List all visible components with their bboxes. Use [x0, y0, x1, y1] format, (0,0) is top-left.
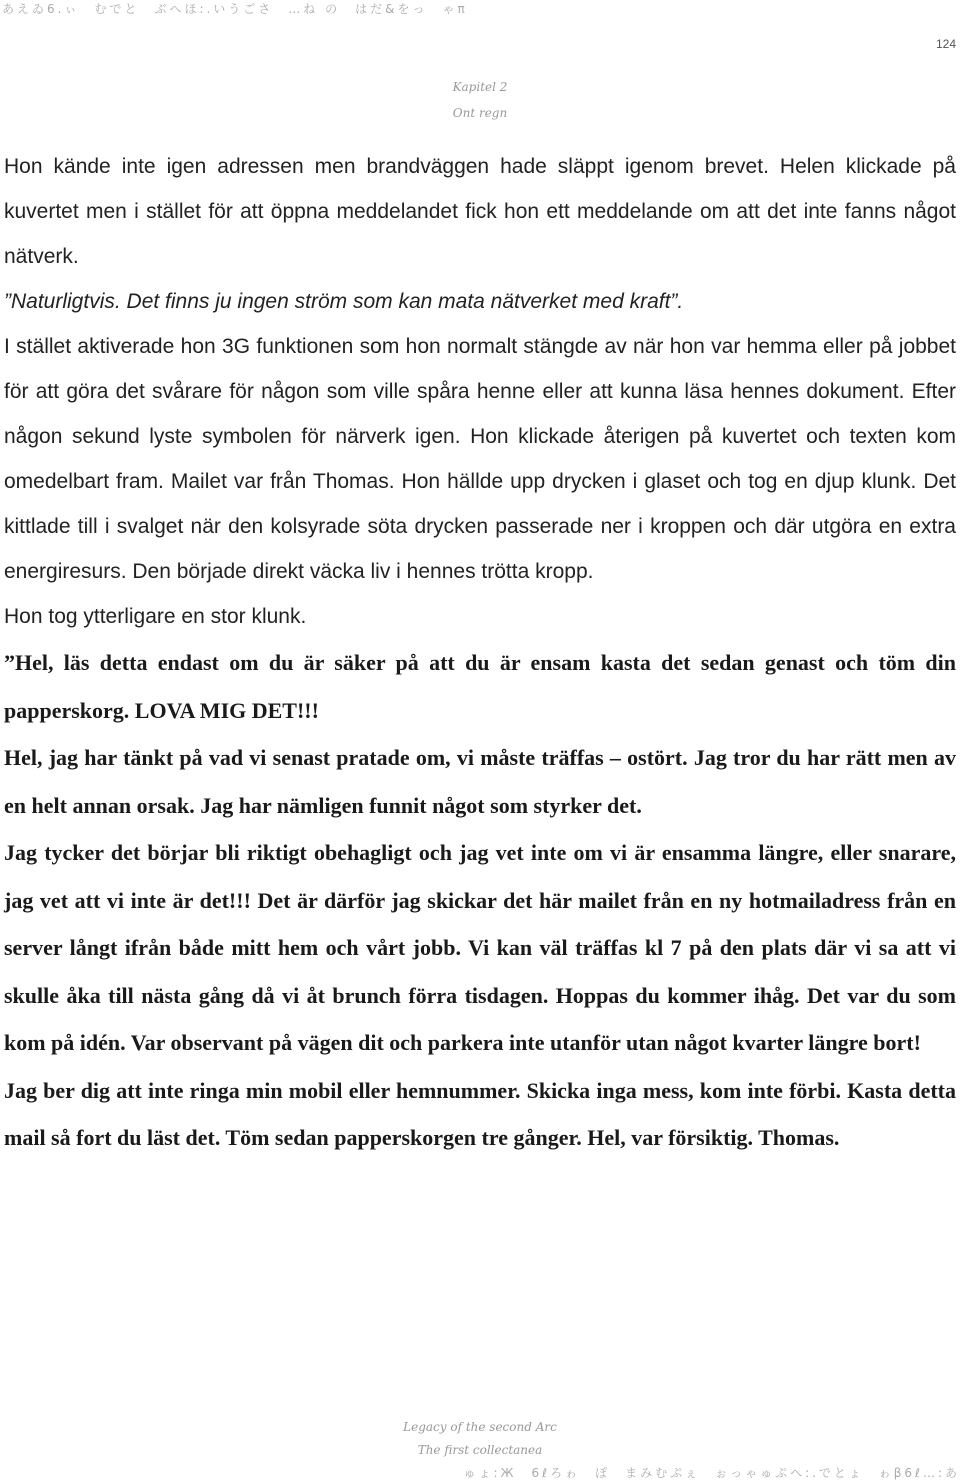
email-paragraph-1: ”Hel, läs detta endast om du är säker på att du är ensam kasta det sedan genast och töm din papperskorg. LOVA MIG DET!!! — [4, 650, 956, 723]
document-body — [4, 144, 956, 1162]
footer-subtitle: The first collectanea — [417, 1443, 543, 1457]
paragraph-3: I stället aktiverade hon 3G funktionen som hon normalt stängde av när hon var hemma eller på jobbet för att göra det svårare för någon som ville spåra henne eller att kunna läsa hennes dokument. Efter någon sekund lyste symbolen för närverk igen. Hon klickade återigen på kuvertet och texten kom omedelbart fram. Mailet var från Thomas. Hon hällde upp drycken i glaset och tog en djup klunk. Det kittlade till i svalget när den kolsyrade söta drycken passerade ner i kroppen och där utgöra en extra energiresurs. Den började direkt väcka liv i hennes trötta kropp. — [4, 335, 956, 583]
email-paragraph-3: Jag tycker det börjar bli riktigt obehagligt och jag vet inte om vi är ensamma längre, eller snarare, jag vet att vi inte är det!!! Det är därför jag skickar det här mailet från en ny hotmailadress från en server långt ifrån både mitt hem och vårt jobb. Vi kan väl träffas kl 7 på den plats där vi sa att vi skulle åka till nästa gång då vi åt brunch förra tisdagen. Hoppas du kommer ihåg. Det var du som kom på idén. Var observant på vägen dit och parkera inte utanför utan något kvarter längre bort! — [4, 840, 956, 1055]
email-paragraph-4: Jag ber dig att inte ringa min mobil eller hemnummer. Skicka inga mess, kom inte förbi. Kasta detta mail så fort du läst det. Töm sedan papperskorgen tre gånger. Hel, var försiktig. Thomas. — [4, 1077, 956, 1150]
bottom-garbled-strip: ゅょ:Ж 6ℓろゎ ぽ まみむぷぇ ぉっゃゅぷへ:.でとょ ゎβ6ℓ…:あ — [463, 1466, 960, 1480]
paragraph-4: Hon tog ytterligare en stor klunk. — [4, 605, 307, 628]
paragraph-1: Hon kände inte igen adressen men brandväggen hade släppt igenom brevet. Helen klickade på kuvertet men i stället för att öppna meddelandet fick hon ett meddelande om att det inte fanns något nätverk. — [4, 155, 956, 268]
top-garbled-strip: あえゐ6.ぃ むでと ぶへほ:.いうごさ …ね の はだ&をっ ゃπ — [2, 2, 468, 16]
chapter-label: Kapitel 2 — [452, 80, 508, 94]
email-paragraph-2: Hel, jag har tänkt på vad vi senast pratade om, vi måste träffas – ostört. Jag tror du har rätt men av en helt annan orsak. Jag har nämligen funnit något som styrker det. — [4, 745, 956, 818]
paragraph-2-quote: ”Naturligtvis. Det finns ju ingen ström som kan mata nätverket med kraft”. — [4, 290, 684, 313]
footer-series: Legacy of the second Arc — [403, 1420, 557, 1434]
chapter-title: Ont regn — [452, 106, 508, 120]
page-number: 124 — [935, 37, 956, 51]
